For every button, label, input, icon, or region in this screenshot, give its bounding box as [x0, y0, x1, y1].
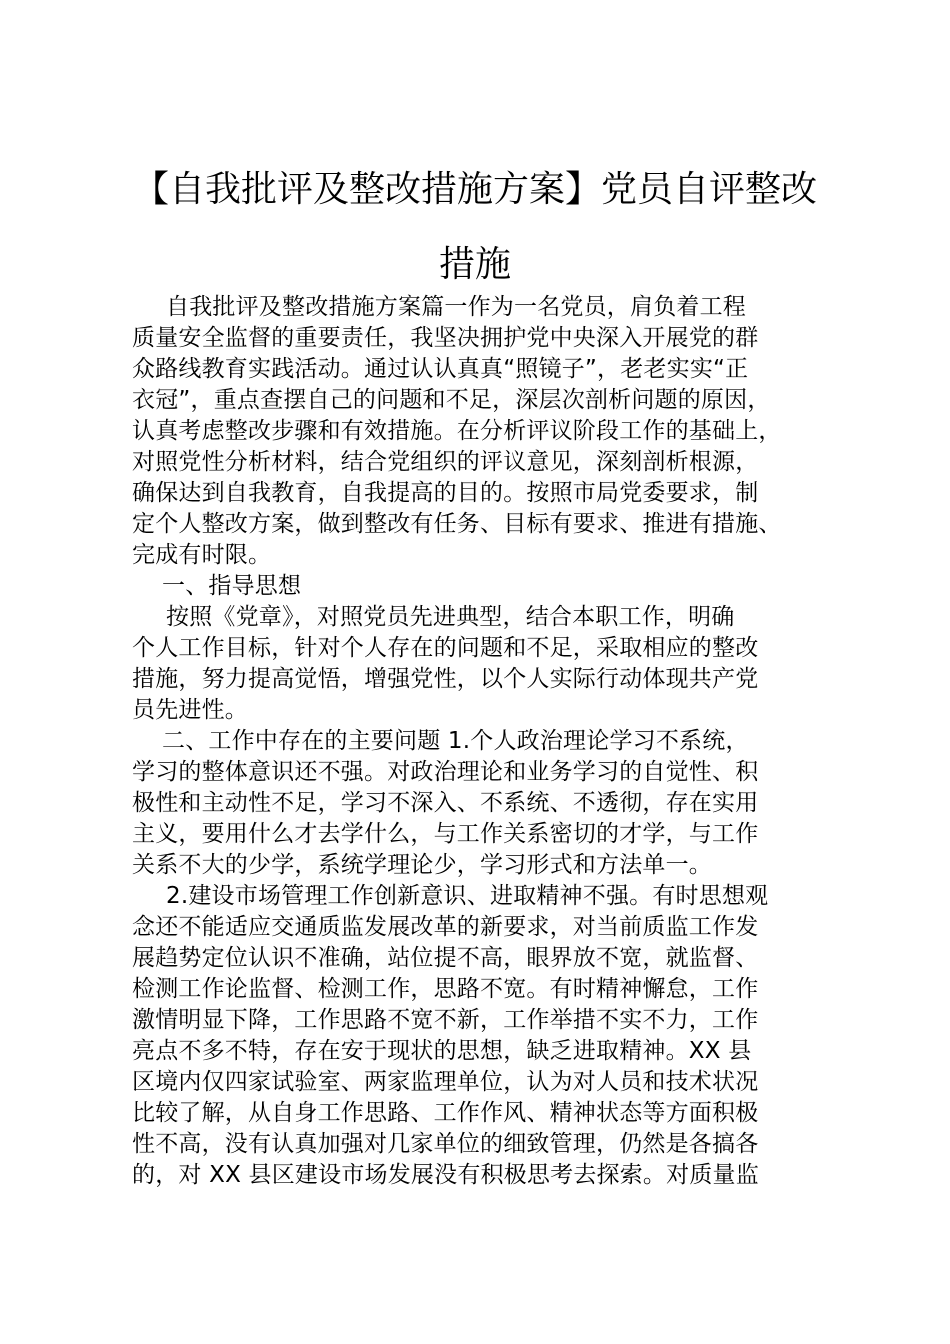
paragraph-line: 激情明显下降，工作思路不宽不新，工作举措不实不力，工作: [132, 1007, 759, 1033]
paragraph-line: 检测工作论监督、检测工作，思路不宽。有时精神懈怠，工作: [132, 976, 759, 1002]
paragraph-line: 亮点不多不特，存在安于现状的思想，缺乏进取精神。XX 县: [132, 1038, 752, 1064]
paragraph-line: 区境内仅四家试验室、两家监理单位，认为对人员和技术状况: [132, 1069, 759, 1095]
document-body: [132, 292, 832, 1191]
paragraph-line: 完成有时限。: [132, 542, 272, 568]
paragraph-line: 质量安全监督的重要责任，我坚决拥护党中央深入开展党的群: [132, 325, 759, 351]
paragraph-line: 措施，努力提高觉悟，增强党性，以个人实际行动体现共产党: [132, 666, 759, 692]
paragraph-line: 众路线教育实践活动。通过认认真真“照镜子”，老老实实“正: [132, 356, 749, 382]
document-title-line-1: 【自我批评及整改措施方案】党员自评整改: [132, 169, 817, 210]
paragraph-line: 对照党性分析材料，结合党组织的评议意见，深刻剖析根源，: [132, 449, 759, 475]
paragraph-line: 性不高，没有认真加强对几家单位的细致管理，仍然是各搞各: [132, 1131, 759, 1157]
paragraph-line: 展趋势定位认识不准确，站位提不高，眼界放不宽，就监督、: [132, 945, 759, 971]
paragraph-line: 比较了解，从自身工作思路、工作作风、精神状态等方面积极: [132, 1100, 759, 1126]
paragraph-line: 自我批评及整改措施方案篇一作为一名党员，肩负着工程: [166, 294, 746, 320]
paragraph-line: 2.建设市场管理工作创新意识、进取精神不强。有时思想观: [166, 883, 769, 909]
paragraph-line: 关系不大的少学，系统学理论少，学习形式和方法单一。: [132, 852, 712, 878]
paragraph-line: 主义，要用什么才去学什么，与工作关系密切的才学，与工作: [132, 821, 759, 847]
paragraph-line: 确保达到自我教育，自我提高的目的。按照市局党委要求，制: [132, 480, 759, 506]
paragraph-line: 员先进性。: [132, 697, 248, 723]
section-heading: 二、工作中存在的主要问题 1.个人政治理论学习不系统，: [162, 728, 749, 754]
paragraph-line: 认真考虑整改步骤和有效措施。在分析评议阶段工作的基础上，: [132, 418, 782, 444]
paragraph-line: 按照《党章》，对照党员先进典型，结合本职工作，明确: [166, 604, 735, 630]
paragraph-line: 念还不能适应交通质监发展改革的新要求，对当前质监工作发: [132, 914, 759, 940]
paragraph-line: 定个人整改方案，做到整改有任务、目标有要求、推进有措施、: [132, 511, 782, 537]
section-heading: 一、指导思想: [162, 573, 302, 599]
paragraph-line: 的，对 XX 县区建设市场发展没有积极思考去探索。对质量监: [132, 1162, 759, 1188]
paragraph-line: 学习的整体意识还不强。对政治理论和业务学习的自觉性、积: [132, 759, 759, 785]
paragraph-line: 个人工作目标，针对个人存在的问题和不足，采取相应的整改: [132, 635, 759, 661]
document-title-line-2: 措施: [438, 244, 511, 285]
paragraph-line: 极性和主动性不足，学习不深入、不系统、不透彻，存在实用: [132, 790, 759, 816]
paragraph-line: 衣冠”，重点查摆自己的问题和不足，深层次剖析问题的原因，: [132, 387, 771, 413]
